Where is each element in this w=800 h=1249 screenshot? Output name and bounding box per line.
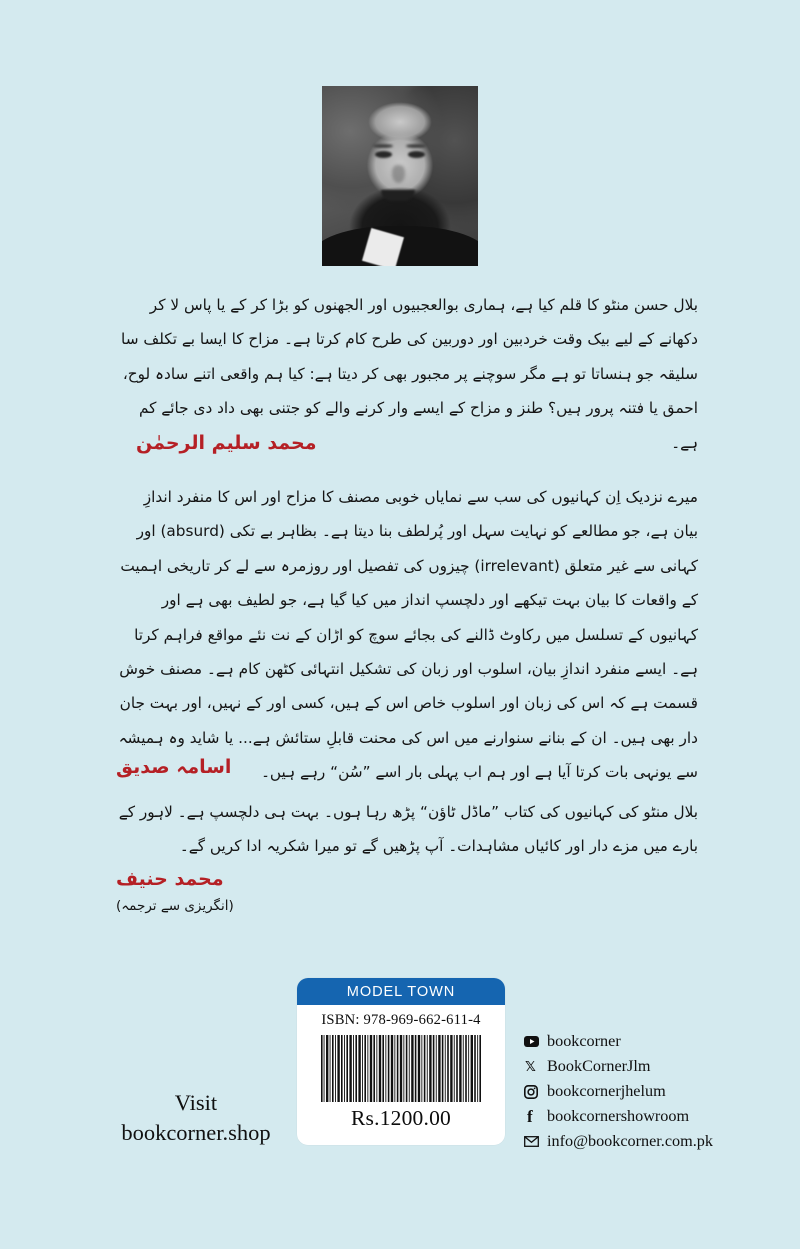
youtube-icon: [524, 1034, 544, 1050]
social-link-instagram[interactable]: [524, 1081, 713, 1102]
instagram-icon: [524, 1084, 544, 1100]
portrait-eyebrow-left: [373, 144, 393, 148]
social-label-x: BookCornerJlm: [547, 1057, 651, 1075]
social-link-x[interactable]: [524, 1056, 713, 1077]
x-twitter-icon: 𝕏: [525, 1058, 536, 1074]
portrait-eyebrow-right: [406, 144, 426, 148]
author-portrait-image: [322, 86, 478, 266]
isbn-text: ISBN: 978-969-662-611-4: [321, 1012, 481, 1028]
email-icon: [524, 1134, 544, 1150]
price-text: Rs.1200.00: [351, 1106, 451, 1130]
imprint-banner: MODEL TOWN: [297, 978, 505, 1005]
portrait-eye-left: [375, 151, 392, 158]
social-link-facebook[interactable]: [524, 1106, 713, 1127]
testimonial-attribution-2: اسامہ صدیق: [116, 756, 232, 778]
portrait-mouth: [381, 190, 415, 201]
visit-url[interactable]: bookcorner.shop: [121, 1119, 271, 1145]
social-label-instagram: bookcornerjhelum: [547, 1082, 666, 1100]
portrait-nose: [392, 165, 405, 183]
testimonial-translation-note: (انگریزی سے ترجمہ): [116, 898, 234, 914]
testimonial-text-3: بلال منٹو کی کہانیوں کی کتاب ”ماڈل ٹاؤن“ پڑھ رہا ہوں۔ بہت ہی دلچسپ ہے۔ لاہور کے بارے میں مزے دار اور کائیاں مشاہدات۔ آپ پڑھیں گے تو میرا شکریہ ادا کریں گے۔: [118, 803, 698, 856]
barcode-image: [321, 1035, 481, 1102]
testimonial-attribution-3: محمد حنیف: [116, 868, 224, 890]
facebook-icon: f: [527, 1107, 533, 1126]
testimonial-text-2: میرے نزدیک اِن کہانیوں کی سب سے نمایاں خوبی مصنف کا مزاح اور اس کا منفرد اندازِ بیان ہے، جو مطالعے کو نہایت سہل اور پُرلطف بنا دیتا ہے۔ بظاہر بے تکی (absurd) اور کہانی سے غیر متعلق (irrelevant) چیزوں کی تفصیل اور روزمرہ سے لے کر تاریخی اہمیت کے واقعات کا بیان بہت تیکھے اور دلچسپ انداز میں کیا گیا ہے، جو لطیف بھی ہے اور کہانیوں کے تسلسل میں رکاوٹ ڈالنے کی بجائے سوچ کو اڑان کے نت نئے مواقع فراہم کرتا ہے۔ ایسے منفرد اندازِ بیان، اسلوب اور زبان کی تشکیل انتہائی کٹھن کام ہے۔ مصنف خوش قسمت ہے کہ اس کی زبان اور اسلوب خاص اس کے ہیں، کسی اور کے نہیں، اور بہت جان دار بھی ہیں۔ ان کے بنانے سنوارنے میں اس کی محنت قابلِ ستائش ہے... یا شاید وہ ہمیشہ سے یونہی بات کرتا آیا ہے اور ہم اب پہلی بار اسے ”سُن“ رہے ہیں۔: [118, 488, 698, 782]
testimonial-attribution-1: محمد سلیم الرحمٰن: [136, 432, 317, 454]
visit-label: Visit: [174, 1090, 218, 1115]
social-links-list: [524, 1031, 713, 1152]
social-label-email: info@bookcorner.com.pk: [547, 1132, 713, 1150]
social-link-email[interactable]: [524, 1131, 713, 1152]
social-label-youtube: bookcorner: [547, 1032, 621, 1050]
social-label-facebook: bookcornershowroom: [547, 1107, 690, 1125]
barcode-card: [297, 978, 505, 1145]
visit-website-block: [78, 1088, 314, 1147]
portrait-eye-right: [408, 151, 425, 158]
social-link-youtube[interactable]: [524, 1031, 713, 1052]
author-photo: [322, 86, 478, 266]
testimonial-text-1: بلال حسن منٹو کا قلم کیا ہے، ہماری بوالعجبیوں اور الجھنوں کو بڑا کر کے یا پاس لا کر دکھانے کے لیے بیک وقت خردبین اور دوربین کی طرح کام کرتا ہے۔ مزاح کا ایسا بے تکلف سا سلیقہ جو ہنساتا تو ہے مگر سوچنے پر مجبور بھی کر دیتا ہے: کیا ہم واقعی اتنے سادہ لوح، احمق یا فتنہ پرور ہیں؟ طنز و مزاح کے ایسے وار کرنے والے کو جتنی بھی داد دی جائے کم ہے۔: [121, 296, 698, 452]
